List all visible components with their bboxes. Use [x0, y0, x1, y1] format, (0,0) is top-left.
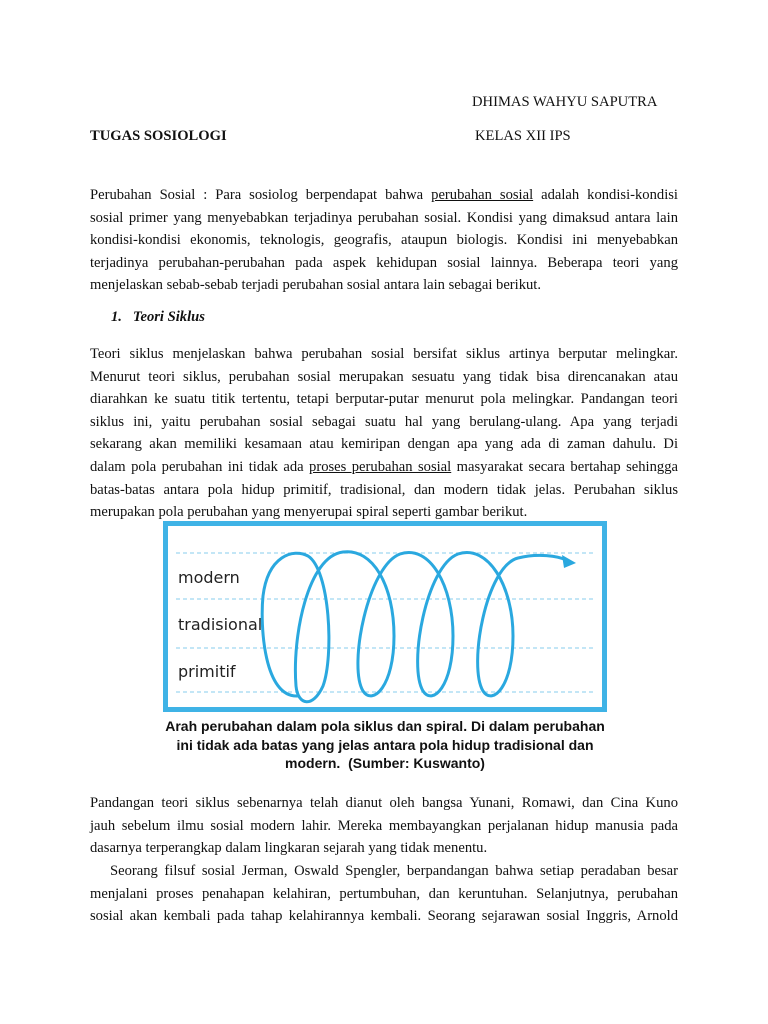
section-number: 1.	[111, 309, 122, 325]
text-line: jauh sebelum ilmu sosial modern lahir. Mereka membayangkan perjalanan hidup manusia pada	[90, 817, 678, 834]
text-line: Teori siklus menjelaskan bahwa perubahan sosial bersifat siklus artinya berputar melingkar.	[90, 346, 678, 362]
section-heading	[111, 309, 205, 326]
text-line: Pandangan teori siklus sebenarnya telah dianut oleh bangsa Yunani, Romawi, dan Cina Kuno	[90, 795, 678, 811]
text-line: batas-batas antara pola hidup primitif, tradisional, dan modern tidak jelas. Perubahan siklus	[90, 481, 678, 498]
text-line: dasarnya terperangkap dalam lingkaran sejarah yang tidak menentu.	[90, 840, 488, 857]
text-line: dalam pola perubahan ini tidak ada proses perubahan sosial masyarakat secara bertahap sehingga	[90, 458, 678, 475]
text-line: sekarang akan memiliki kesamaan atau kemiripan dengan apa yang ada di zaman dahulu. Di	[90, 436, 678, 453]
document-title: TUGAS SOSIOLOGI	[90, 128, 227, 144]
label-primitif: primitif	[178, 662, 236, 681]
text-line: Menurut teori siklus, perubahan sosial merupakan sesuatu yang tidak bisa direncanakan atau	[90, 368, 678, 385]
label-modern: modern	[178, 568, 240, 587]
section-title: Teori Siklus	[132, 309, 205, 325]
text-line: menjalani proses penahapan kelahiran, pertumbuhan, dan keruntuhan. Selanjutnya, perubahan	[90, 885, 678, 902]
link-perubahan-sosial[interactable]: perubahan sosial	[431, 187, 534, 203]
text-line: siklus ini, yaitu perubahan sosial sebagai suatu hal yang berulang-ulang. Apa yang terjadi	[90, 413, 678, 430]
text-line: sosial primer yang menyebabkan terjadinya perubahan sosial. Kondisi yang dimaksud antara lain	[90, 209, 678, 226]
intro-paragraph	[90, 184, 678, 297]
text-line: terjadinya perubahan-perubahan pada aspek kehidupan sosial lainnya. Beberapa teori yang	[90, 254, 678, 271]
text-line: menjelaskan sebab-sebab terjadi perubahan sosial antara lain sebagai berikut.	[90, 277, 542, 294]
link-proses-perubahan-sosial[interactable]: proses perubahan sosial	[309, 458, 452, 475]
figure-caption	[163, 717, 607, 773]
caption-source: (Sumber: Kuswanto)	[348, 755, 485, 771]
text-line: diarahkan ke suatu titik tertentu, tetapi berputar-putar menurut pola melingkar. Pandangan teori	[90, 391, 678, 408]
author-name: DHIMAS WAHYU SAPUTRA	[472, 94, 658, 110]
caption-line: Arah perubahan dalam pola siklus dan spiral. Di dalam perubahan	[165, 718, 605, 734]
arrow-head-icon	[562, 555, 576, 568]
label-tradisional: tradisional	[178, 615, 263, 634]
class-label: KELAS XII IPS	[475, 128, 571, 144]
spiral-path	[262, 552, 566, 702]
paragraph-yunani	[90, 792, 678, 860]
text-line: kondisi-kondisi ekonomis, teknologis, geografis, ataupun biologis. Kondisi ini menyebabkan	[90, 232, 678, 249]
siklus-paragraph	[90, 343, 678, 524]
caption-line: modern. (Sumber: Kuswanto)	[285, 755, 485, 771]
spiral-figure	[163, 521, 607, 712]
paragraph-spengler	[90, 860, 678, 928]
text-line: Seorang filsuf sosial Jerman, Oswald Spengler, berpandangan bahwa setiap peradaban besar	[110, 863, 678, 879]
text-line: Perubahan Sosial : Para sosiolog berpendapat bahwa perubahan sosial adalah kondisi-kondisi	[90, 187, 678, 203]
caption-line: ini tidak ada batas yang jelas antara pola hidup tradisional dan	[176, 736, 594, 753]
text-line: sosial akan kembali pada tahap kelahirannya kembali. Seorang sejarawan sosial Inggris, Arnold	[90, 908, 678, 925]
text-line: merupakan pola perubahan yang menyerupai spiral seperti gambar berikut.	[90, 504, 528, 521]
